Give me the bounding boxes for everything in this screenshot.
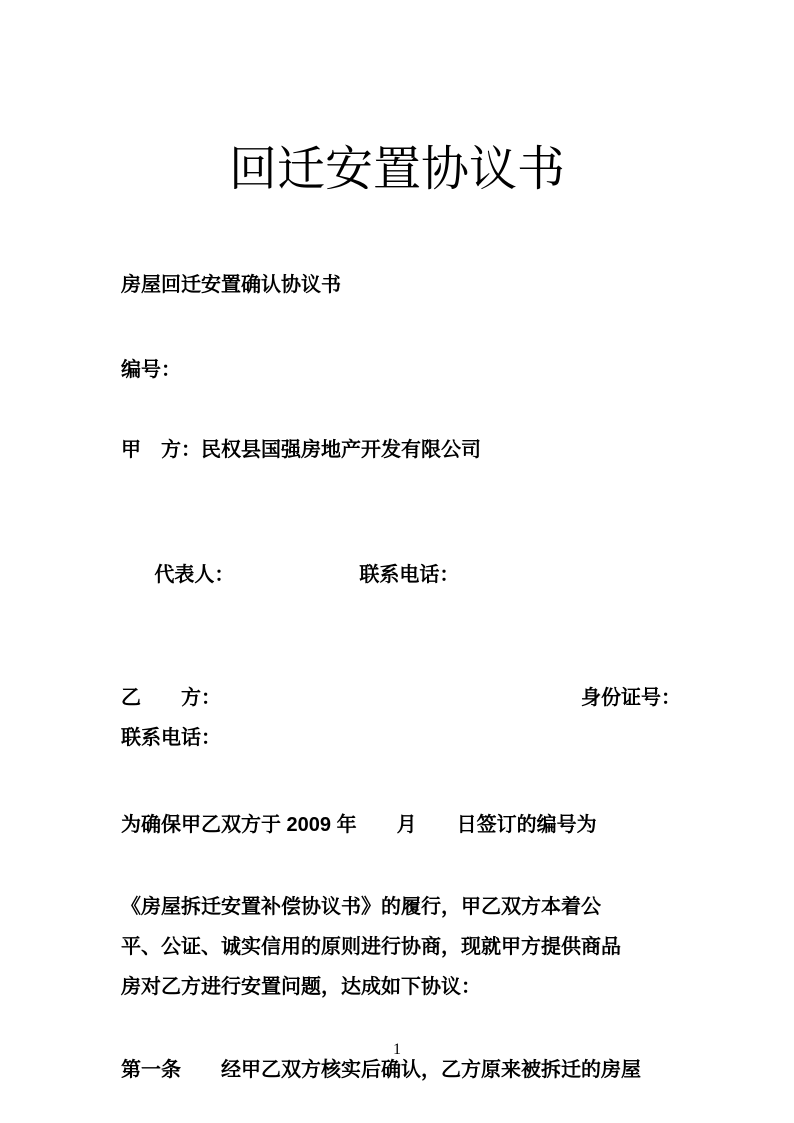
id-number-label: 身份证号： xyxy=(581,687,681,709)
party-b-phone-label: 联系电话： xyxy=(121,727,221,749)
body-paragraph-line-3: 房对乙方进行安置问题，达成如下协议： xyxy=(121,976,481,998)
body-paragraph xyxy=(121,887,681,1007)
representative-line xyxy=(121,515,681,635)
party-b-line xyxy=(121,678,681,718)
document-title: 回迁安置协议书 xyxy=(228,143,565,196)
page-number: 1 xyxy=(393,1041,401,1058)
body-paragraph-line-2: 平、公证、诚实信用的原则进行协商，现就甲方提供商品 xyxy=(121,936,621,958)
number-field-label: 编号： xyxy=(121,359,181,381)
party-b-label: 乙 方： xyxy=(121,687,221,709)
intro-line: 为确保甲乙双方于 2009 年 月 日签订的编号为 xyxy=(121,814,597,836)
body-paragraph-line-1: 《房屋拆迁安置补偿协议书》的履行，甲乙双方本着公 xyxy=(121,896,601,918)
representative-phone-label: 联系电话： xyxy=(359,564,460,586)
document-subtitle: 房屋回迁安置确认协议书 xyxy=(121,274,341,296)
representative-label: 代表人： xyxy=(154,564,235,586)
document-body xyxy=(121,0,681,1090)
article-1-line: 第一条 经甲乙双方核实后确认，乙方原来被拆迁的房屋 xyxy=(121,1059,641,1081)
party-a-line: 甲 方：民权县国强房地产开发有限公司 xyxy=(121,439,481,461)
